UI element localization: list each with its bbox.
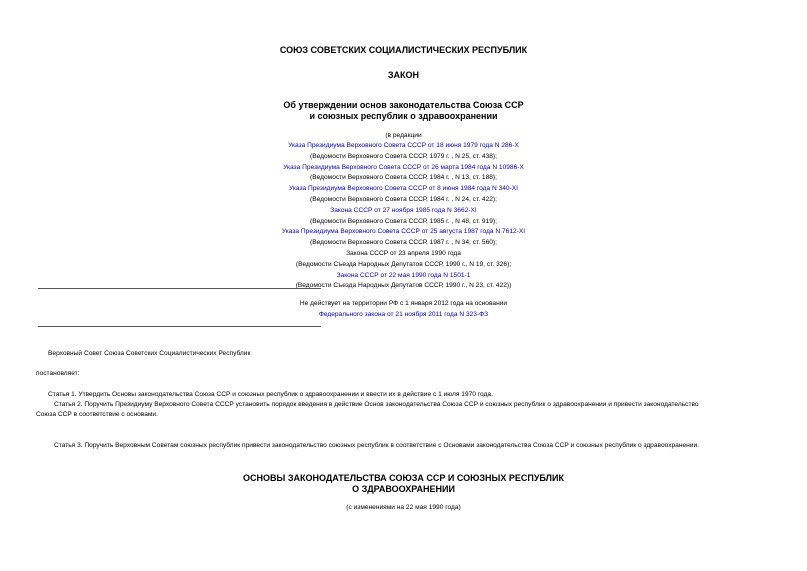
resolves-paragraph: постановляет: (36, 370, 80, 377)
edition-line (0, 271, 807, 282)
editions-intro: (в редакции (385, 132, 422, 139)
law-title-line-1: Об утверждении основ законодательства Союза ССР (283, 100, 524, 110)
divider-bottom (38, 326, 321, 327)
edition-source: (Ведомости Съезда Народных Депутатов СССР, 1990 г., N 19, ст. 326); (295, 260, 512, 268)
divider-top (38, 288, 321, 289)
edition-source: Закона СССР от 23 апреля 1990 года (346, 249, 461, 257)
edition-link[interactable]: Закона СССР от 27 ноября 1985 года N 3662-XI (330, 206, 477, 214)
notice-text: Не действует на территории РФ с 1 января 2012 года на основании (299, 300, 508, 307)
edition-line (0, 173, 807, 184)
edition-line (0, 281, 807, 292)
article-2-line-2: Союза ССР в соответствие с основами. (36, 411, 158, 418)
article-1: Статья 1. Утвердить Основы законодательства Союза ССР и союзных республик о здравоохранении и ввести их в действие с 1 июля 1970 года. (48, 391, 493, 398)
edition-line (0, 141, 807, 152)
law-title-line-2: и союзных республик о здравоохранении (309, 111, 498, 121)
basics-heading-line-2: О ЗДРАВООХРАНЕНИИ (352, 484, 455, 494)
changes-note: (с изменениями на 22 мая 1990 года) (346, 504, 461, 511)
edition-line (0, 184, 807, 195)
edition-source: (Ведомости Съезда Народных Депутатов СССР, 1990 г., N 23, ст. 422)) (295, 282, 512, 290)
union-heading: СОЮЗ СОВЕТСКИХ СОЦИАЛИСТИЧЕСКИХ РЕСПУБЛИК (279, 45, 528, 55)
edition-line (0, 217, 807, 228)
article-3: Статья 3. Поручить Верховным Советам союзных республик привести законодательство союзных республик в соответствие с Основами законодательства Союза ССР и союзных республик о здравоохранении. (54, 442, 699, 449)
edition-source: (Ведомости Верховного Совета СССР, 1984 г. , N 24, ст. 422); (310, 195, 497, 203)
article-2-line-1: Статья 2. Поручить Президиуму Верховного Совета СССР установить порядок введения в действие Основ законодательства Союза ССР и союзных республик о здравоохранении и привести законодательство (54, 401, 699, 408)
law-heading: ЗАКОН (387, 70, 420, 80)
edition-line (0, 206, 807, 217)
edition-line (0, 163, 807, 174)
federal-law-link[interactable]: Федерального закона от 21 ноября 2011 года N 323-ФЗ (318, 311, 489, 318)
edition-source: (Ведомости Верховного Совета СССР, 1979 г. , N 25, ст. 438); (310, 152, 497, 160)
council-paragraph: Верховный Совет Союза Советских Социалистических Республик (48, 350, 251, 357)
edition-source: (Ведомости Верховного Совета СССР, 1985 г. , N 48, ст. 919); (310, 217, 497, 225)
edition-link[interactable]: Указа Президиума Верховного Совета СССР от 8 июня 1984 года N 340-XI (288, 185, 519, 193)
edition-link[interactable]: Указа Президиума Верховного Совета СССР от 26 марта 1984 года N 10986-X (283, 163, 524, 171)
edition-line (0, 152, 807, 163)
edition-line (0, 238, 807, 249)
edition-link[interactable]: Указа Президиума Верховного Совета СССР от 18 июня 1979 года N 286-X (288, 142, 519, 149)
edition-line (0, 195, 807, 206)
edition-line (0, 249, 807, 260)
edition-link[interactable]: Указа Президиума Верховного Совета СССР от 25 августа 1987 года N 7612-XI (281, 228, 526, 236)
edition-link[interactable]: Закона СССР от 22 мая 1990 года N 1501-1 (336, 271, 471, 279)
basics-heading-line-1: ОСНОВЫ ЗАКОНОДАТЕЛЬСТВА СОЮЗА ССР И СОЮЗНЫХ РЕСПУБЛИК (243, 473, 564, 483)
edition-source: (Ведомости Верховного Совета СССР, 1987 г. , N 34, ст. 560); (310, 239, 497, 247)
editions-list (0, 141, 807, 292)
notice-link-line (0, 310, 807, 321)
edition-source: (Ведомости Верховного Совета СССР, 1984 г. , N 13, ст. 188); (310, 174, 497, 182)
edition-line (0, 227, 807, 238)
edition-line (0, 260, 807, 271)
